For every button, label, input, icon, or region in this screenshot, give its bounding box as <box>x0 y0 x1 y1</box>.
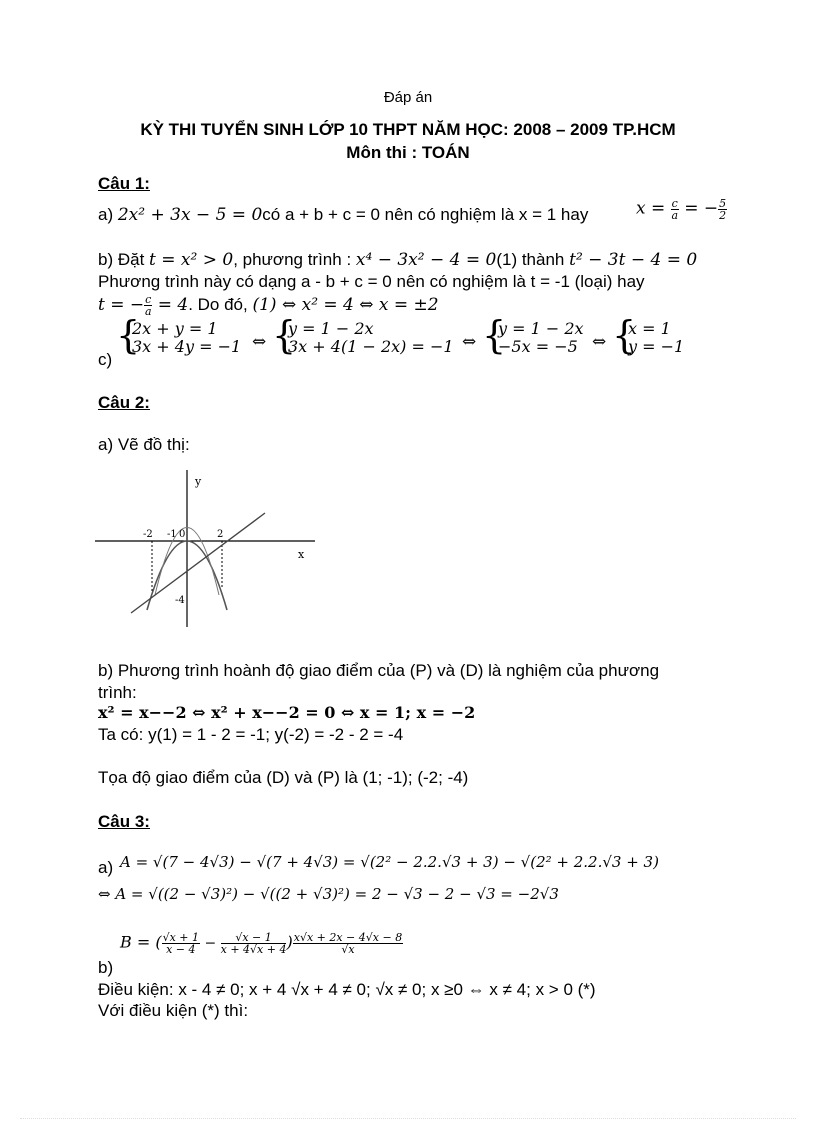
q3b-lhs: B = ( <box>120 932 162 952</box>
y-axis-label: y <box>195 475 202 488</box>
q1a-line <box>98 205 588 225</box>
q1b-substitution: t = x² > 0 <box>149 250 234 270</box>
tick-neg2: -2 <box>143 529 153 540</box>
q2b-line4: Ta có: y(1) = 1 - 2 = -1; y(-2) = -2 - 2 = -4 <box>98 725 404 744</box>
q1a-label: a) <box>98 205 114 224</box>
system-3-eq2: −5x = −5 <box>498 337 578 356</box>
q1b-text2: (1) thành <box>496 250 565 269</box>
q1b-line1 <box>98 250 697 270</box>
system-2-eq1: y = 1 − 2x <box>288 319 374 338</box>
q3a-label: a) <box>98 858 114 877</box>
q1a-equation: 2x² + 3x − 5 = 0 <box>117 205 263 225</box>
system-3-eq1: y = 1 − 2x <box>498 319 584 338</box>
function-graph <box>95 465 325 630</box>
q1a-result-mid: = − <box>678 198 719 219</box>
q1b-line2: Phương trình này có dạng a - b + c = 0 nên có nghiệm là t = -1 (loại) hay <box>98 272 645 291</box>
system-1-eq1: 2x + y = 1 <box>132 319 218 338</box>
frac-num-5: 5 <box>719 197 727 210</box>
answer-key-label: Đáp án <box>383 89 433 106</box>
question-1-heading: Câu 1: <box>98 174 150 193</box>
frac-den-2: 2 <box>719 209 727 222</box>
frac-den-a: a <box>144 305 152 318</box>
equivalence-symbol: ⇔ <box>462 332 477 352</box>
brace-icon: { <box>272 313 297 357</box>
system-2-eq2: 3x + 4(1 − 2x) = −1 <box>288 337 454 356</box>
q2b-equation: x² = x−−2 ⇔ x² + x−−2 = 0 ⇔ x = 1; x = −2 <box>98 703 476 722</box>
q3b-frac3 <box>293 932 403 955</box>
system-4-eq1: x = 1 <box>628 319 671 338</box>
brace-icon: { <box>482 313 507 357</box>
q1a-result <box>636 198 727 221</box>
q3a-equation2: ⇔ A = √((2 − √3)²) − √((2 + √3)²) = 2 − √3 − 2 − √3 = −2√3 <box>98 885 559 903</box>
tick-neg4: -4 <box>175 595 185 606</box>
q1b-equation: x⁴ − 3x² − 4 = 0 <box>355 250 497 270</box>
brace-icon: { <box>612 313 637 357</box>
q1b-line3-equation: (1) ⇔ x² = 4 ⇔ x = ±2 <box>252 294 439 315</box>
q3b-frac2 <box>221 932 287 955</box>
system-1-eq2: 3x + 4y = −1 <box>132 337 242 356</box>
system-3 <box>498 320 584 356</box>
q1b-label: b) Đặt <box>98 250 145 269</box>
tick-neg1: -1 <box>167 529 177 540</box>
q3b-frac1 <box>162 932 200 955</box>
q1b-text1: , phương trình : <box>233 250 352 269</box>
frac1-denominator: x − 4 <box>166 943 196 956</box>
frac2-denominator: x + 4√x + 4 <box>220 943 287 956</box>
q3b-label: b) <box>98 958 114 977</box>
frac-num-c: c <box>671 197 678 210</box>
q3b-minus: − <box>200 935 221 952</box>
q1a-text: có a + b + c = 0 nên có nghiệm là x = 1 hay <box>262 205 589 224</box>
frac2-numerator: √x − 1 <box>221 932 287 944</box>
q1b-line3-lhs: t = − <box>98 294 145 315</box>
equivalence-symbol: ⇔ <box>252 332 267 352</box>
brace-icon: { <box>116 313 141 357</box>
q3b-expression <box>120 932 403 955</box>
exam-subject: Môn thi : TOÁN <box>346 143 470 162</box>
question-3-heading: Câu 3: <box>98 812 150 831</box>
question-2-heading: Câu 2: <box>98 393 150 412</box>
line-graph <box>131 513 265 613</box>
q3b-with-condition: Với điều kiện (*) thì: <box>98 1001 249 1020</box>
q2b-line5: Tọa độ giao điểm của (D) và (P) là (1; -1); (-2; -4) <box>98 768 469 787</box>
q3b-close-paren: ) <box>286 932 293 952</box>
q2a-text: a) Vẽ đồ thị: <box>98 435 190 454</box>
q1b-equation2: t² − 3t − 4 = 0 <box>569 250 698 270</box>
q1b-line3-mid: = 4 <box>152 294 189 315</box>
tick-0: 0 <box>179 529 186 540</box>
q2b-line1: b) Phương trình hoành độ giao điểm của (P) và (D) là nghiệm của phương <box>98 661 660 680</box>
frac-den-a: a <box>671 209 678 222</box>
q2b-line2: trình: <box>98 683 137 702</box>
frac3-denominator: √x <box>341 943 355 956</box>
q1b-line3 <box>98 294 439 317</box>
q3a-equation1: A = √(7 − 4√3) − √(7 + 4√3) = √(2² − 2.2.√3 + 3) − √(2² + 2.2.√3 + 3) <box>120 853 659 871</box>
system-4-eq2: y = −1 <box>628 337 685 356</box>
frac3-numerator: x√x + 2x − 4√x − 8 <box>293 931 403 944</box>
x-axis-label: x <box>298 548 305 561</box>
q1a-frac-52 <box>718 198 727 221</box>
page-bottom-divider <box>20 1118 796 1119</box>
frac-num-c: c <box>145 293 152 306</box>
q1a-frac-ca <box>671 198 679 221</box>
q1b-line3-text: . Do đó, <box>188 294 248 314</box>
system-4 <box>628 320 684 356</box>
q1c-label: c) <box>98 350 113 369</box>
frac1-numerator: √x + 1 <box>162 931 199 944</box>
system-1 <box>132 320 241 356</box>
exam-title: KỲ THI TUYỂN SINH LỚP 10 THPT NĂM HỌC: 2008 – 2009 TP.HCM <box>140 120 676 139</box>
system-2 <box>288 320 454 356</box>
tick-2: 2 <box>217 529 224 540</box>
equivalence-symbol: ⇔ <box>592 332 607 352</box>
q3b-condition: Điều kiện: x - 4 ≠ 0; x + 4 √x + 4 ≠ 0; √x ≠ 0; x ≥0 ⇔ x ≠ 4; x > 0 (*) <box>98 980 596 999</box>
q1a-result-lhs: x = <box>636 198 671 219</box>
